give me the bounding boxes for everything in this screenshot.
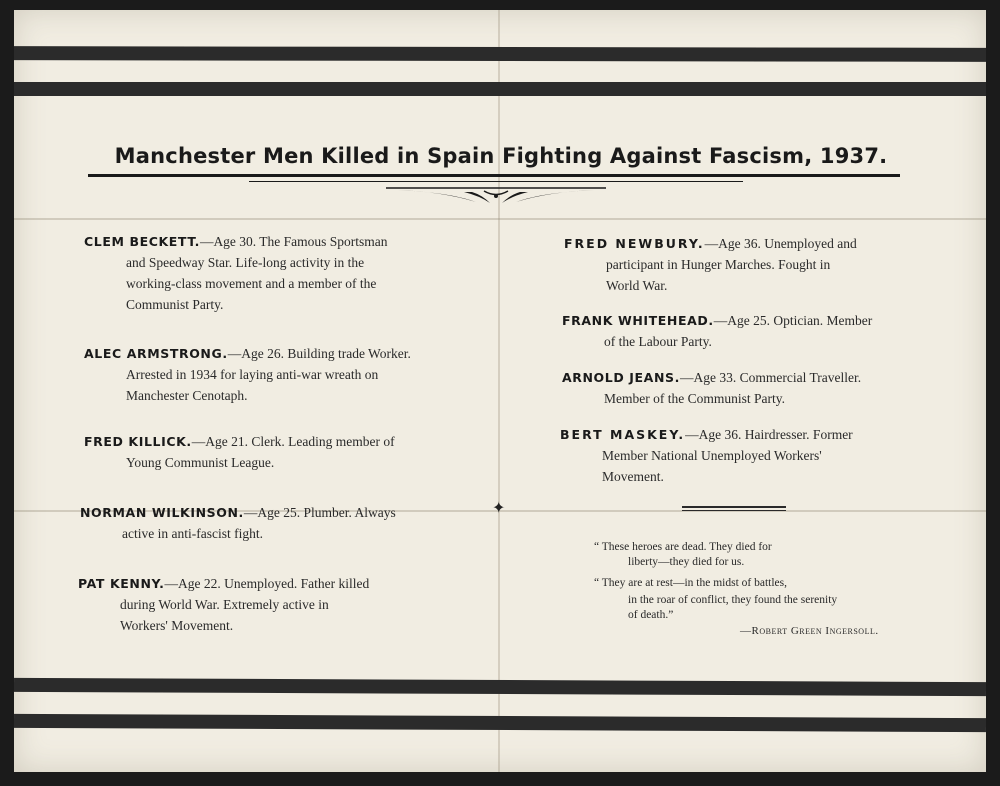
quote-divider-thick <box>682 506 786 508</box>
quote-line: of death.” <box>628 609 674 621</box>
entry-clem-beckett <box>84 231 429 315</box>
entry-text: Workers' Movement. <box>120 618 234 633</box>
entry-text: Movement. <box>602 469 664 484</box>
entry-name: FRED KILLICK. <box>84 434 192 449</box>
entry-text: —Age 33. Commercial Traveller. <box>679 370 862 385</box>
entry-text: active in anti-fascist fight. <box>122 526 263 541</box>
entry-name: ALEC ARMSTRONG. <box>84 346 228 361</box>
entry-name: PAT KENNY. <box>78 576 165 591</box>
quote-line: liberty—they died for us. <box>628 556 745 568</box>
entry-text: —Age 26. Building trade Worker. <box>227 346 411 361</box>
entry-text: Member of the Communist Party. <box>604 391 785 406</box>
entry-name: CLEM BECKETT. <box>84 234 200 249</box>
entry-fred-killick <box>84 431 429 473</box>
entry-text: working-class movement and a member of the <box>126 276 377 291</box>
center-fold-mark-icon: ✦ <box>492 500 506 517</box>
entry-text: Young Communist League. <box>126 455 275 470</box>
entry-text: —Age 36. Unemployed and <box>704 236 857 251</box>
quote-line: in the roar of conflict, they found the serenity <box>628 594 838 606</box>
entry-pat-kenny <box>78 573 430 636</box>
entry-arnold-jeans <box>562 367 909 409</box>
entry-text: Member National Unemployed Workers' <box>602 448 822 463</box>
entry-text: Manchester Cenotaph. <box>126 388 248 403</box>
entry-text: —Age 25. Plumber. Always <box>243 505 396 520</box>
entry-text: Arrested in 1934 for laying anti-war wreath on <box>126 367 379 382</box>
entry-text: —Age 22. Unemployed. Father killed <box>164 576 370 591</box>
entry-bert-maskey <box>560 424 909 487</box>
entry-fred-newbury <box>564 233 909 296</box>
mourning-band-bottom-1 <box>14 678 986 696</box>
quote-divider-thin <box>682 510 786 511</box>
entry-text: during World War. Extremely active in <box>120 597 329 612</box>
ornament-flourish-icon <box>384 184 608 206</box>
entry-name: NORMAN WILKINSON. <box>80 505 244 520</box>
mourning-band-top-2 <box>14 82 986 96</box>
entry-frank-whitehead <box>562 310 909 352</box>
entry-alec-armstrong <box>84 343 429 406</box>
entry-text: —Age 21. Clerk. Leading member of <box>191 434 395 449</box>
entry-name: BERT MASKEY. <box>560 427 686 442</box>
entry-text: participant in Hunger Marches. Fought in <box>606 257 831 272</box>
mourning-band-bottom-2 <box>14 714 986 732</box>
fold-crease-vertical <box>498 10 500 772</box>
entry-name: FRANK WHITEHEAD. <box>562 313 714 328</box>
entry-text: —Age 25. Optician. Member <box>713 313 873 328</box>
mourning-band-top-1 <box>14 46 986 62</box>
entry-text: —Age 36. Hairdresser. Former <box>685 427 853 442</box>
entry-text: World War. <box>606 278 668 293</box>
entry-name: FRED NEWBURY. <box>564 236 705 251</box>
title-rule-thick <box>88 174 900 177</box>
quote-line: “ They are at rest—in the midst of battles, <box>594 577 787 589</box>
leaflet-title: Manchester Men Killed in Spain Fighting Against Fascism, 1937. <box>114 144 888 168</box>
entry-text: and Speedway Star. Life-long activity in the <box>126 255 365 270</box>
title-rule-thin <box>249 181 743 182</box>
entry-name: ARNOLD JEANS. <box>562 370 680 385</box>
fold-crease-upper <box>14 218 986 220</box>
entry-text: Communist Party. <box>126 297 224 312</box>
entry-text: —Age 30. The Famous Sportsman <box>199 234 388 249</box>
entry-text: of the Labour Party. <box>604 334 712 349</box>
leaflet-sheet <box>14 10 986 772</box>
quote-author: —Robert Green Ingersoll. <box>740 625 879 637</box>
entry-norman-wilkinson <box>80 502 430 544</box>
quote-line: “ These heroes are dead. They died for <box>594 541 772 553</box>
